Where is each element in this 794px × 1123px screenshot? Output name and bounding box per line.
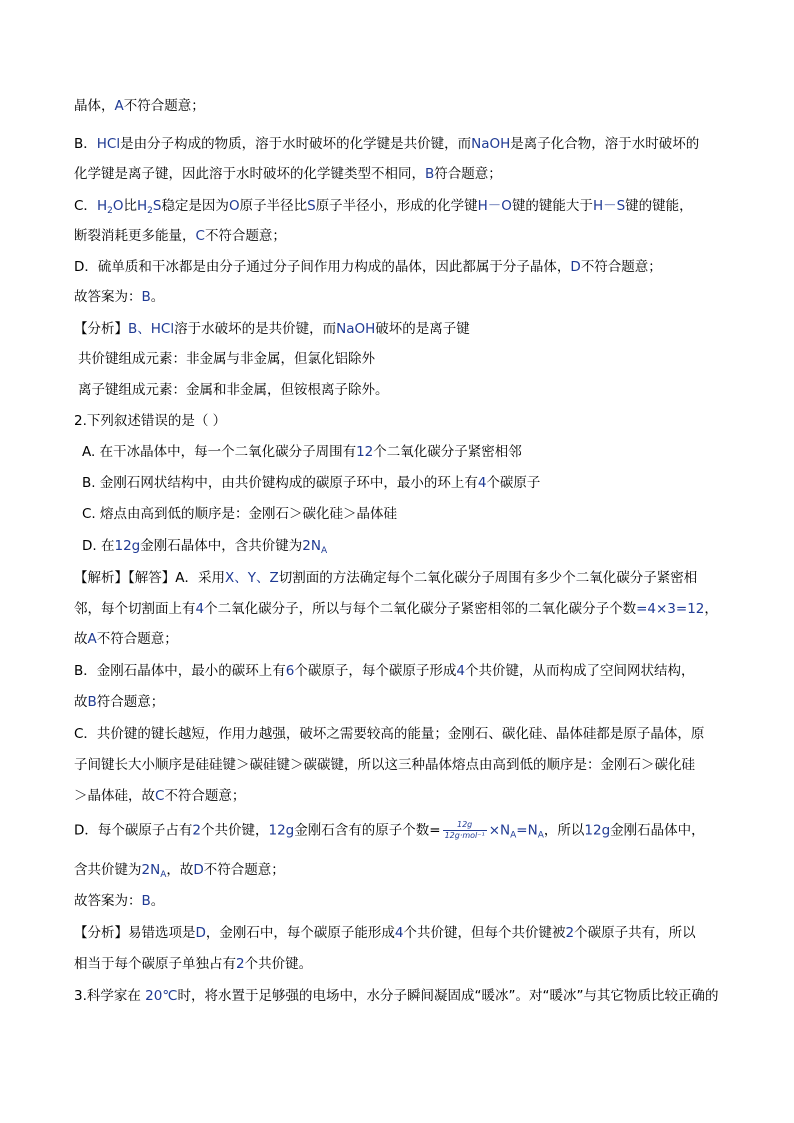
text-line: 故答案为：B。 — [74, 289, 165, 305]
text-line: C．共价键的键长越短，作用力越强，破坏之需要较高的能量；金刚石、碳化硅、晶体硅都是原子晶体，原 — [74, 726, 705, 742]
text-line: 化学键是离子键，因此溶于水时破坏的化学键类型不相同，B符合题意； — [74, 166, 502, 182]
text-line: 相当于每个碳原子单独占有2个共价键。 — [74, 956, 313, 972]
fraction: $\frac{12g}{\text{12g·mol⁻¹}}$ — [444, 820, 485, 840]
option-d: D. 在12g金刚石晶体中，含共价键为$2N_A$ — [82, 538, 328, 556]
text-line: 子间键长大小顺序是硅硅键＞碳硅键＞碳碳键，所以这三种晶体熔点由高到低的顺序是：金刚石＞碳化硅 — [74, 757, 695, 773]
text-line: 断裂消耗更多能量，C不符合题意； — [74, 228, 286, 244]
text-line: 共价键组成元素：非金属与非金属，但氯化铝除外 — [78, 351, 375, 367]
text-line: D．硫单质和干冰都是由分子通过分子间作用力构成的晶体，因此都属于分子晶体，D不符合题意； — [74, 259, 662, 275]
text-line: 故答案为：B。 — [74, 893, 165, 909]
analysis-line: 【分析】易错选项是D，金刚石中，每个碳原子能形成4个共价键，但每个共价键被2个碳原子共有，所以 — [74, 925, 696, 941]
text-line: 晶体，A不符合题意； — [74, 98, 205, 114]
solution-line: 【解析】【解答】A．采用X、Y、Z切割面的方法确定每个二氧化碳分子周围有多少个二氧化碳分子紧密相 — [74, 570, 698, 586]
text-line: 故A不符合题意； — [74, 631, 178, 647]
text-line: B．金刚石晶体中，最小的碳环上有6个碳原子，每个碳原子形成4个共价键，从而构成了空间网状结构， — [74, 663, 695, 679]
formula-line: D．每个碳原子占有2个共价键，12g金刚石含有的原子个数= $\frac{12g}{\text{12g·mol⁻¹}}$ $\times N_A=N_A$，所以12g金刚石晶体中， — [74, 820, 705, 841]
option-a: A. 在干冰晶体中，每一个二氧化碳分子周围有12个二氧化碳分子紧密相邻 — [82, 444, 522, 460]
text-line: 故B符合题意； — [74, 694, 165, 710]
question-stem: 3.科学家在 20℃时，将水置于足够强的电场中，水分子瞬间凝固成“暖冰”。对“暖冰”与其它物质比较正确的 — [74, 988, 719, 1004]
option-b: B. 金刚石网状结构中，由共价键构成的碳原子环中，最小的环上有4个碳原子 — [82, 475, 541, 491]
analysis-line: 【分析】B、HCl溶于水破坏的是共价键，而NaOH破坏的是离子键 — [74, 321, 470, 337]
question-stem: 2.下列叙述错误的是（ ） — [74, 413, 227, 429]
text-line: C．$H_2O$比$H_2S$稳定是因为O原子半径比S原子半径小，形成的化学键H－O键的键能大于H－S键的键能， — [74, 198, 693, 216]
text-line: B．HCl是由分子构成的物质，溶于水时破坏的化学键是共价键，而NaOH是离子化合物，溶于水时破坏的 — [74, 136, 700, 152]
text-line: 含共价键为$2N_A$，故D不符合题意； — [74, 862, 285, 880]
text-line: ＞晶体硅，故C不符合题意； — [74, 788, 246, 804]
text-line: 离子键组成元素：金属和非金属，但铵根离子除外。 — [78, 382, 389, 398]
text-line: 邻，每个切割面上有4个二氧化碳分子，所以与每个二氧化碳分子紧密相邻的二氧化碳分子个数=4×3=12， — [74, 601, 718, 617]
option-c: C. 熔点由高到低的顺序是：金刚石＞碳化硅＞晶体硅 — [82, 506, 398, 522]
